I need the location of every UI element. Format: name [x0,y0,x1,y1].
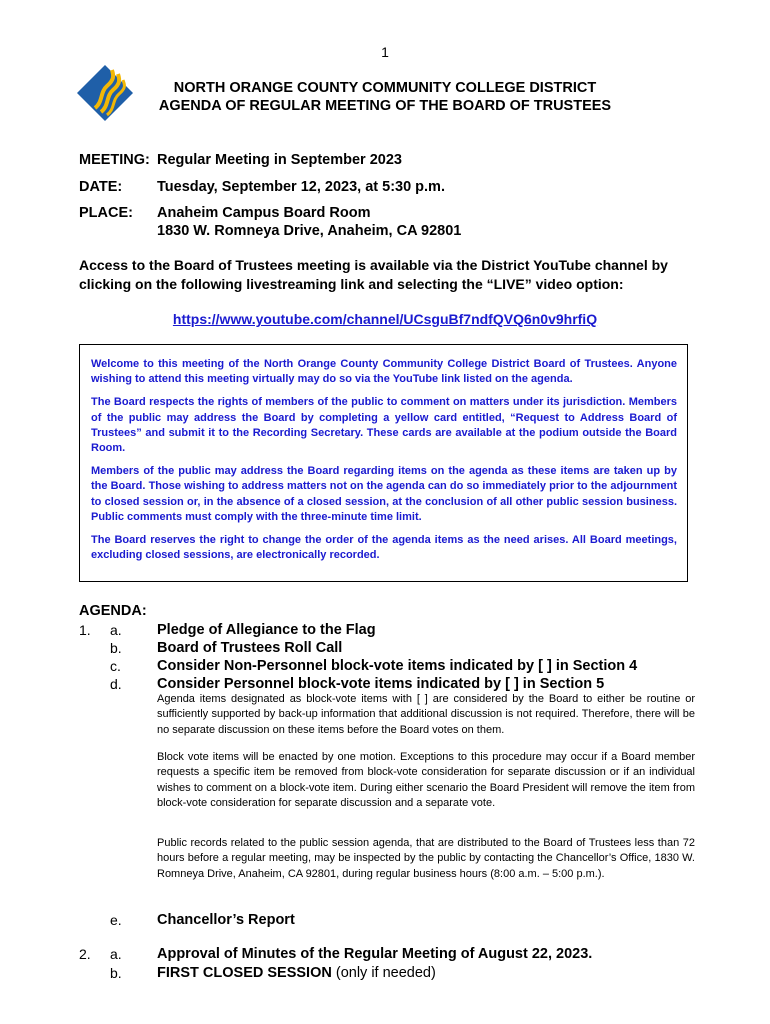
item-letter: a. [110,622,122,638]
item-letter: b. [110,640,122,656]
item-letter: e. [110,912,122,928]
agenda-item-chancellor-report: Chancellor’s Report [157,912,295,928]
agenda-item-closed-session [157,965,436,981]
block-vote-note: Agenda items designated as block-vote items with [ ] are considered by the Board to either be routine or sufficiently supported by back-up information that additional discussion is not required. Therefore, there will be no separate discussion on these items before the Board votes on them. [157,693,695,736]
agenda-item-minutes: Approval of Minutes of the Regular Meeting of August 22, 2023. [157,946,593,962]
notice-welcome: Welcome to this meeting of the North Orange County Community College District Board of Trustees. Anyone wishing to attend this meeting virtually may do so via the YouTube link listed on the agenda. [91,358,677,386]
agenda-item-personnel: Consider Personnel block-vote items indicated by [ ] in Section 5 [157,676,605,692]
section-number: 2. [79,946,91,962]
agenda-title: AGENDA OF REGULAR MEETING OF THE BOARD OF TRUSTEES [158,98,612,114]
notice-public-rights: The Board respects the rights of members of the public to comment on matters under its jurisdiction. Members of the public may address the Board by completing a yellow card entitled, “Request to Address Board of Trustees” and submit it to the Recording Secretary. These cards are available at the podium outside the Board Room. [91,396,677,455]
meeting-label: MEETING: [79,152,150,168]
notice-public-comment: Members of the public may address the Board regarding items on the agenda as these items are taken up by the Board. Those wishing to address matters not on the agenda can do so immediately prior to the adjournment to closed session or, in the absence of a closed session, at the conclusion of all other public session business. Public comments must comply with the three-minute time limit. [91,465,677,523]
section-number: 1. [79,622,91,638]
public-notice-box [79,344,688,582]
item-letter: c. [110,658,121,674]
notice-order: The Board reserves the right to change the order of the agenda items as the need arises. All Board meetings, excluding closed sessions, are electronically recorded. [91,534,677,562]
agenda-item-pledge: Pledge of Allegiance to the Flag [157,622,376,638]
date-label: DATE: [79,179,123,195]
item-letter: a. [110,946,122,962]
place-line2: 1830 W. Romneya Drive, Anaheim, CA 92801 [157,223,462,239]
meeting-value: Regular Meeting in September 2023 [157,152,402,168]
closed-session-qualifier: (only if needed) [331,965,436,981]
block-vote-procedure-note: Block vote items will be enacted by one motion. Exceptions to this procedure may occur if a Board member requests a specific item be removed from block-vote consideration for separate discussion or if an individual wishes to comment on a block-vote item. During either scenario the Board President will remove the item from block-vote consideration for separate discussion and a separate vote. [157,751,695,809]
public-records-note: Public records related to the public session agenda, that are distributed to the Board of Trustees less than 72 hours before a regular meeting, may be inspected by the public by contacting the Chancellor’s Office, 1830 W. Romneya Drive, Anaheim, CA 92801, during regular business hours (8:00 a.m. – 5:00 p.m.). [157,837,695,880]
item-letter: b. [110,965,122,981]
district-title: NORTH ORANGE COUNTY COMMUNITY COLLEGE DISTRICT [173,80,597,96]
youtube-link[interactable]: https://www.youtube.com/channel/UCsguBf7ndfQVQ6n0v9hrfiQ [172,311,598,327]
item-letter: d. [110,676,122,692]
closed-session-label: FIRST CLOSED SESSION [157,965,332,981]
page-number: 1 [381,44,389,60]
place-line1: Anaheim Campus Board Room [157,205,371,221]
agenda-item-roll-call: Board of Trustees Roll Call [157,640,343,656]
place-label: PLACE: [79,205,133,221]
access-instructions: Access to the Board of Trustees meeting is available via the District YouTube channel by clicking on the following livestreaming link and selecting the “LIVE” video option: [79,257,668,292]
date-value: Tuesday, September 12, 2023, at 5:30 p.m. [157,179,445,195]
agenda-item-non-personnel: Consider Non-Personnel block-vote items indicated by [ ] in Section 4 [157,658,638,674]
agenda-heading: AGENDA: [79,603,147,619]
